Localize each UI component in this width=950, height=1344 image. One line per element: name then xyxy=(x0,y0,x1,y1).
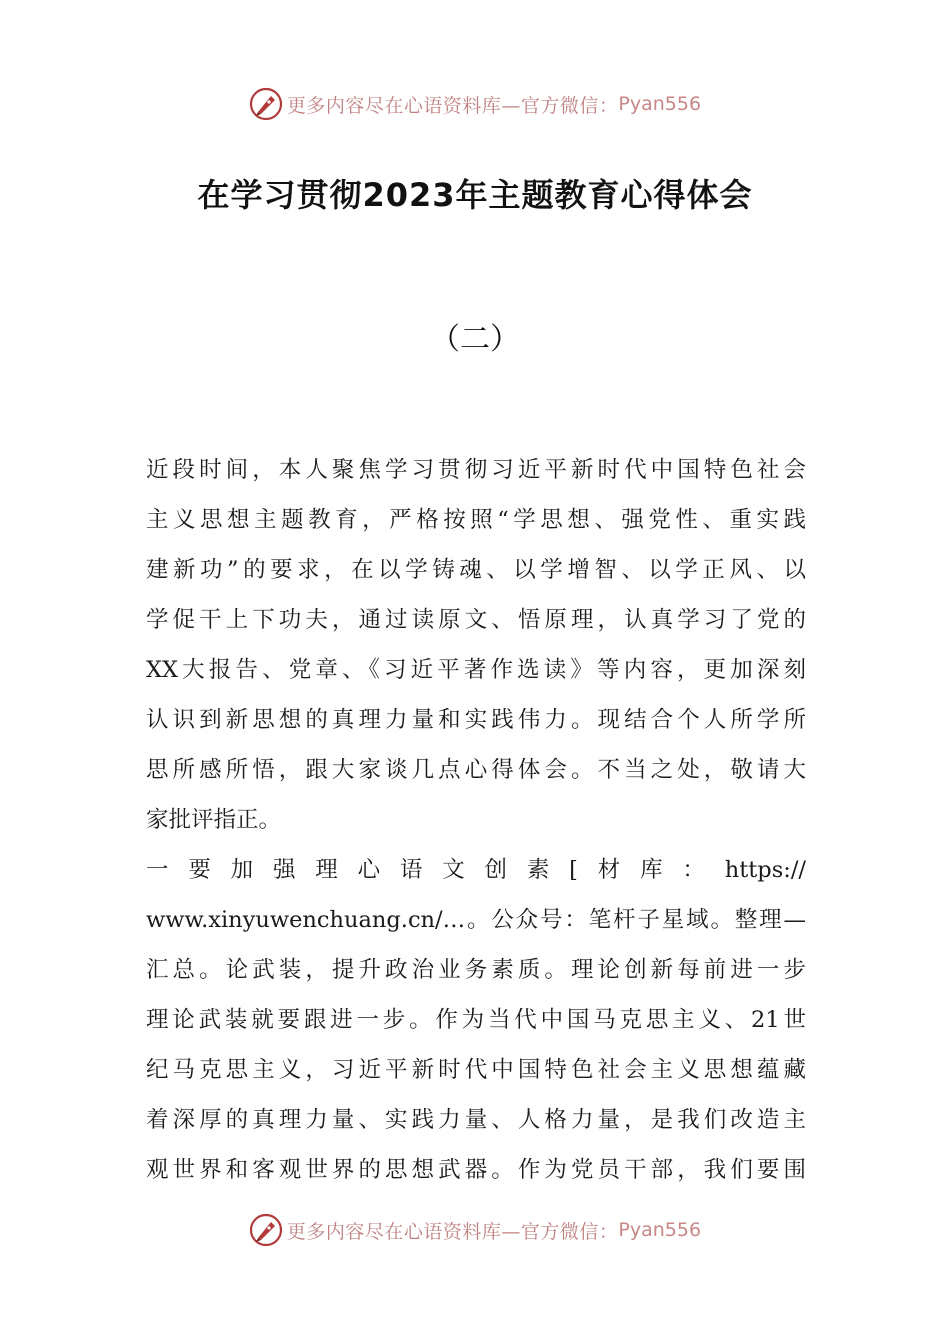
paragraph-line: www.xinyuwenchuang.cn/…。公众号：笔杆子星域。整理— xyxy=(146,907,806,933)
page-title: 在学习贯彻2023年主题教育心得体会 xyxy=(197,176,753,214)
paragraph-line: 汇总。论武装，提升政治业务素质。理论创新每前进一步 xyxy=(146,957,806,983)
paragraph-line: 家批评指正。 xyxy=(146,807,282,833)
watermark-text: 更多内容尽在心语资料库—官方微信： xyxy=(286,1220,619,1243)
page-subtitle: （二） xyxy=(430,322,520,357)
pen-nib-logo-icon xyxy=(249,87,283,121)
watermark-content xyxy=(249,87,701,121)
watermark-content xyxy=(249,1213,701,1247)
paragraph-line: 学促干上下功夫，通过读原文、悟原理，认真学习了党的 xyxy=(146,607,806,633)
paragraph-line: 一要加强理心语文创素[材库：https:// xyxy=(146,857,806,883)
paragraph-line: 思所感所悟，跟大家谈几点心得体会。不当之处，敬请大 xyxy=(146,757,806,783)
watermark-wechat-id: Pyan556 xyxy=(618,1219,702,1241)
paragraph-line: 观世界和客观世界的思想武器。作为党员干部，我们要围 xyxy=(146,1157,806,1183)
pen-nib-logo-icon xyxy=(249,1213,283,1247)
watermark-text: 更多内容尽在心语资料库—官方微信： xyxy=(286,94,619,117)
watermark-banner-top xyxy=(0,84,950,124)
document-body xyxy=(146,445,806,1195)
watermark-banner-bottom xyxy=(0,1210,950,1250)
paragraph-line: 建新功”的要求，在以学铸魂、以学增智、以学正风、以 xyxy=(146,557,806,583)
paragraph-line: 理论武装就要跟进一步。作为当代中国马克思主义、21世 xyxy=(146,1007,806,1033)
paragraph-line: 近段时间，本人聚焦学习贯彻习近平新时代中国特色社会 xyxy=(146,457,806,483)
paragraph-line: 认识到新思想的真理力量和实践伟力。现结合个人所学所 xyxy=(146,707,806,733)
paragraph-line: 纪马克思主义，习近平新时代中国特色社会主义思想蕴藏 xyxy=(146,1057,806,1083)
watermark-wechat-id: Pyan556 xyxy=(618,93,702,115)
paragraph-line: 主义思想主题教育，严格按照“学思想、强党性、重实践 xyxy=(146,507,806,533)
paragraph-line: XX大报告、党章、《习近平著作选读》等内容，更加深刻 xyxy=(146,657,806,683)
paragraph-line: 着深厚的真理力量、实践力量、人格力量，是我们改造主 xyxy=(146,1107,806,1133)
